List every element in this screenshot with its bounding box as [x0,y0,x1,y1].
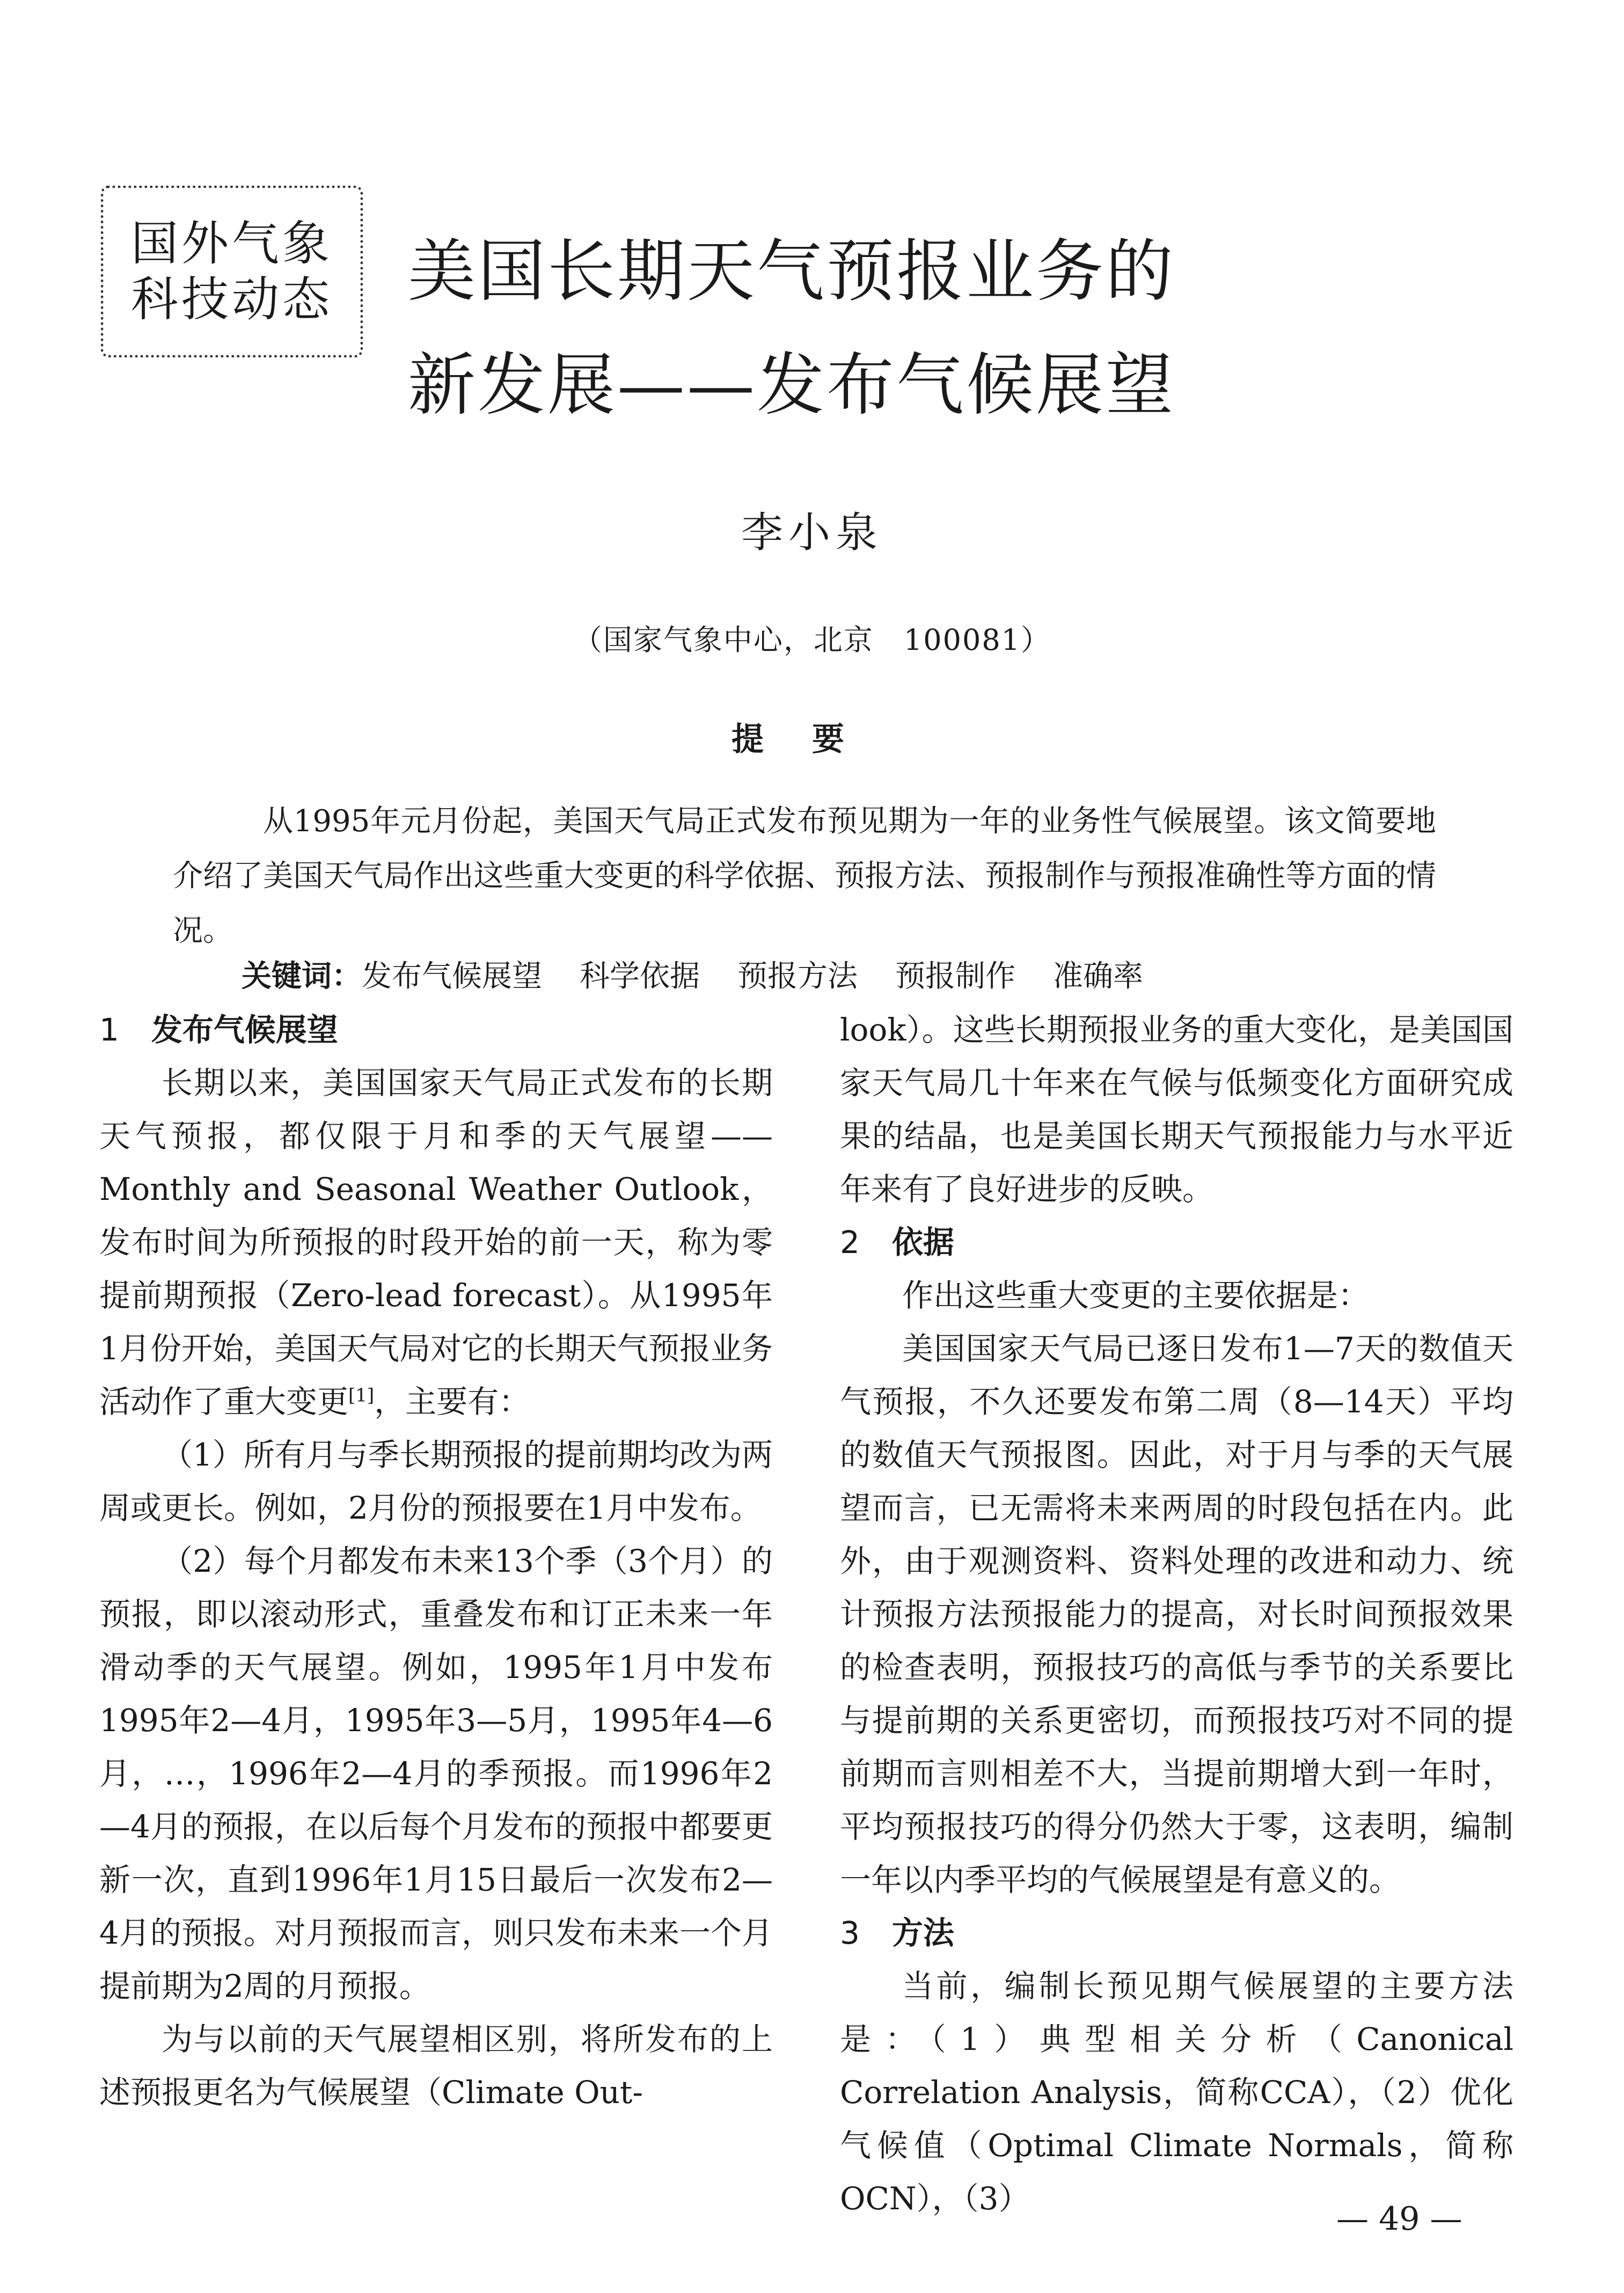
keyword-item: 预报方法 [737,959,858,994]
title-line-1: 美国长期天气预报业务的 [408,232,1175,311]
affiliation: （国家气象中心，北京 100081） [573,623,1051,657]
keyword-item: 发布气候展望 [362,959,542,994]
section-2-paragraph-2: 美国国家天气局已逐日发布1—7天的数值天气预报，不久还要发布第二周（8—14天）平均的数值天气预报图。因此，对于月与季的天气展望而言，已无需将未来两周的时段包括在内。此外，由于观测资料、资料处理的改进和动力、统计预报方法预报能力的提高，对长时间预报效果的检查表明，预报技巧的高低与季节的关系要比与提前期的关系更密切，而预报技巧对不同的提前期而言则相差不大，当提前期增大到一年时，平均预报技巧的得分仍然大于零，这表明，编制一年以内季平均的气候展望是有意义的。 [840,1330,1513,1898]
reference-mark: [1] [348,1384,375,1406]
right-column [840,1003,1513,2225]
column-tag-line-2: 科技动态 [130,272,333,327]
section-1-paragraph-1-end: ，主要有： [374,1383,530,1420]
column-tag-line-1: 国外气象 [130,216,333,271]
section-1-paragraph-1 [99,1057,773,1428]
section-1-paragraph-2: （1）所有月与季长期预报的提前期均改为两周或更长。例如，2月份的预报要在1月中发布。 [99,1437,773,1526]
section-3-heading [840,1907,1513,1960]
keyword-item: 科学依据 [580,959,700,994]
left-column [99,1003,773,2119]
keywords [242,953,1181,995]
section-3-title: 方法 [891,1915,954,1951]
section-1-paragraph-3: （2）每个月都发布未来13个季（3个月）的预报，即以滚动形式，重叠发布和订正未来一年滑动季的天气展望。例如，1995年1月中发布1995年2—4月，1995年3—5月，1995年4—6月，…，1996年2—4月的季预报。而1996年2—4月的预报，在以后每个月发布的预报中都要更新一次，直到1996年1月15日最后一次发布2—4月的预报。对月预报而言，则只发布未来一个月提前期为2周的月预报。 [99,1543,773,2004]
author: 李小泉 [741,509,883,557]
section-3-paragraph-1: 当前，编制长预见期气候展望的主要方法是：（1）典型相关分析（Canonical Correlation Analysis，简称CCA），（2）优化气候值（Optimal Climate Normals，简称OCN），（3） [840,1968,1513,2217]
page-title [408,215,1175,442]
section-2-title: 依据 [891,1224,954,1261]
section-1-title: 发布气候展望 [151,1012,338,1048]
section-1-paragraph-1-text: 长期以来，美国国家天气局正式发布的长期天气预报，都仅限于月和季的天气展望——Monthly and Seasonal Weather Outlook，发布时间为所预报的时段开始的前一天，称为零提前期预报（Zero-lead forecast）。从1995年1月份开始，美国天气局对它的长期天气预报业务活动作了重大变更 [99,1065,773,1420]
section-2-heading [840,1216,1513,1269]
section-2-paragraph-1: 作出这些重大变更的主要依据是： [902,1277,1370,1314]
keywords-label: 关键词： [242,959,362,994]
abstract-heading: 提要 [731,721,893,758]
section-1-paragraph-4: 为与以前的天气展望相区别，将所发布的上述预报更名为气候展望（Climate Out- [99,2021,773,2111]
section-1-heading [99,1003,773,1057]
abstract-text: 从1995年元月份起，美国天气局正式发布预见期为一年的业务性气候展望。该文简要地介绍了美国天气局作出这些重大变更的科学依据、预报方法、预报制作与预报准确性等方面的情况。 [173,804,1436,948]
keyword-item: 准确率 [1053,959,1143,994]
page-number: — 49 — [1336,2200,1462,2238]
section-1-number: 1 [99,1012,119,1048]
title-line-2: 新发展——发布气候展望 [408,346,1175,424]
keyword-item: 预报制作 [895,959,1015,994]
section-3-number: 3 [840,1915,860,1951]
section-2-number: 2 [840,1224,860,1261]
column-tag [101,186,363,357]
section-1-paragraph-4-continued: look）。这些长期预报业务的重大变化，是美国国家天气局几十年来在气候与低频变化方面研究成果的结晶，也是美国长期天气预报能力与水平近年来有了良好进步的反映。 [840,1012,1513,1207]
